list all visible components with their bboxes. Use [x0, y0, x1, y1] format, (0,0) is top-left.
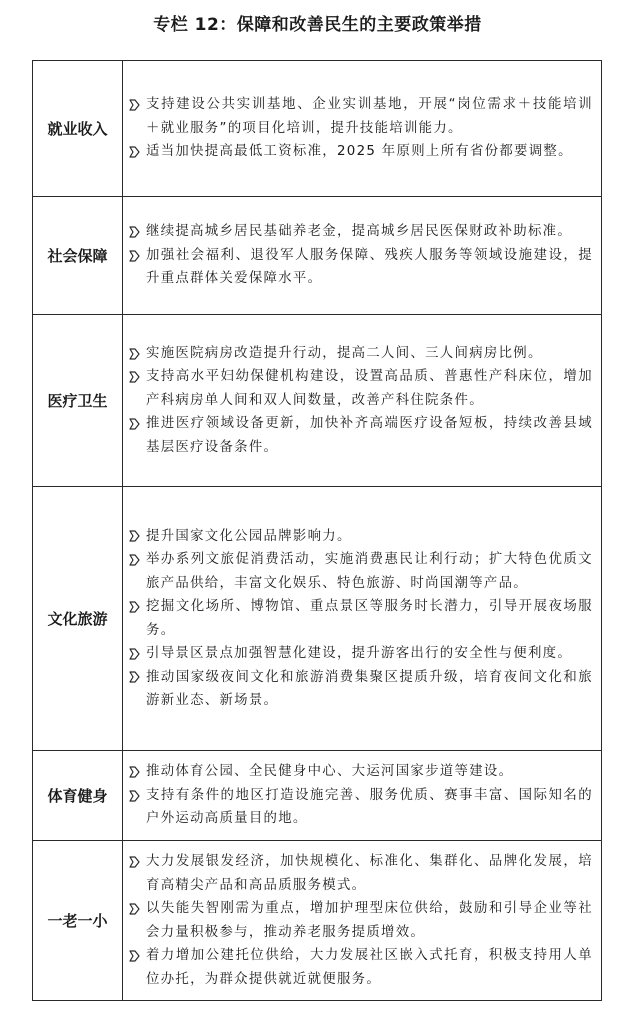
- arrow-bullet-icon: [129, 944, 146, 968]
- category-label: 文化旅游: [33, 487, 123, 751]
- section-row-healthcare: [33, 315, 602, 487]
- measure-item: [129, 784, 593, 831]
- measure-text: 适当加快提高最低工资标准，2025 年原则上所有省份都要调整。: [146, 144, 573, 160]
- arrow-bullet-icon: [129, 548, 146, 572]
- measure-item: [129, 850, 593, 897]
- measure-item: [129, 666, 593, 713]
- measure-text: 继续提高城乡居民基础养老金，提高城乡居民医保财政补助标准。: [146, 224, 573, 240]
- measure-text: 推动国家级夜间文化和旅游消费集聚区提质升级，培育夜间文化和旅游新业态、新场景。: [146, 669, 593, 708]
- arrow-bullet-icon: [129, 642, 146, 666]
- measure-item: [129, 760, 593, 784]
- measure-item: [129, 944, 593, 991]
- arrow-bullet-icon: [129, 666, 146, 690]
- arrow-bullet-icon: [129, 897, 146, 921]
- measures-cell: [123, 487, 602, 751]
- measures-cell: [123, 315, 602, 487]
- measure-text: 挖掘文化场所、博物馆、重点景区等服务时长潜力，引导开展夜场服务。: [146, 599, 593, 638]
- measure-item: [129, 642, 593, 666]
- measure-item: [129, 365, 593, 412]
- category-label: 一老一小: [33, 841, 123, 1001]
- measure-item: [129, 525, 593, 549]
- measure-text: 推进医疗领域设备更新，加快补齐高端医疗设备短板，持续改善县域基层医疗设备条件。: [146, 416, 593, 455]
- arrow-bullet-icon: [129, 525, 146, 549]
- measures-cell: [123, 197, 602, 315]
- section-row-culture-tourism: [33, 487, 602, 751]
- arrow-bullet-icon: [129, 850, 146, 874]
- measures-cell: [123, 841, 602, 1001]
- measure-text: 提升国家文化公园品牌影响力。: [146, 528, 352, 544]
- measure-text: 实施医院病房改造提升行动，提高二人间、三人间病房比例。: [146, 345, 543, 361]
- measure-text: 引导景区景点加强智慧化建设，提升游客出行的安全性与便利度。: [146, 646, 573, 661]
- section-row-sports-fitness: [33, 751, 602, 841]
- arrow-bullet-icon: [129, 365, 146, 389]
- section-row-elderly-childcare: [33, 841, 602, 1001]
- measure-item: [129, 548, 593, 595]
- arrow-bullet-icon: [129, 93, 146, 117]
- arrow-bullet-icon: [129, 760, 146, 784]
- arrow-bullet-icon: [129, 595, 146, 619]
- arrow-bullet-icon: [129, 784, 146, 808]
- measure-text: 支持高水平妇幼保健机构建设，设置高品质、普惠性产科床位，增加产科病房单人间和双人间数量，改善产科住院条件。: [146, 369, 593, 408]
- measure-item: [129, 220, 593, 244]
- section-row-social-security: [33, 197, 602, 315]
- category-label: 医疗卫生: [33, 315, 123, 487]
- measure-text: 推动体育公园、全民健身中心、大运河国家步道等建设。: [146, 764, 514, 780]
- measure-text: 大力发展银发经济，加快规模化、标准化、集群化、品牌化发展，培育高精尖产品和高品质服务模式。: [146, 854, 593, 893]
- arrow-bullet-icon: [129, 412, 146, 436]
- category-label: 就业收入: [33, 61, 123, 197]
- measures-cell: [123, 61, 602, 197]
- category-label: 社会保障: [33, 197, 123, 315]
- column-title: 专栏 12：保障和改善民生的主要政策举措: [153, 15, 482, 35]
- measure-item: [129, 412, 593, 459]
- measure-text: 以失能失智刚需为重点，增加护理型床位供给，鼓励和引导企业等社会力量积极参与，推动养老服务提质增效。: [146, 901, 593, 940]
- measure-text: 加强社会福利、退役军人服务保障、残疾人服务等领域设施建设，提升重点群体关爱保障水平。: [146, 247, 593, 287]
- measure-item: [129, 595, 593, 642]
- measures-cell: [123, 751, 602, 841]
- measure-text: 支持建设公共实训基地、企业实训基地，开展“岗位需求＋技能培训＋就业服务”的项目化培训，提升技能培训能力。: [146, 97, 593, 136]
- measure-text: 举办系列文旅促消费活动，实施消费惠民让利行动；扩大特色优质文旅产品供给，丰富文化娱乐、特色旅游、时尚国潮等产品。: [146, 552, 593, 591]
- measure-text: 支持有条件的地区打造设施完善、服务优质、赛事丰富、国际知名的户外运动高质量目的地。: [146, 787, 593, 827]
- measure-item: [129, 140, 593, 164]
- arrow-bullet-icon: [129, 342, 146, 366]
- category-label: 体育健身: [33, 751, 123, 841]
- measure-text: 着力增加公建托位供给，大力发展社区嵌入式托育，积极支持用人单位办托，为群众提供就近就便服务。: [146, 948, 593, 987]
- arrow-bullet-icon: [129, 140, 146, 164]
- measure-item: [129, 93, 593, 140]
- measure-item: [129, 244, 593, 291]
- measure-item: [129, 342, 593, 366]
- section-row-employment-income: [33, 61, 602, 197]
- policy-table: [32, 60, 602, 1001]
- arrow-bullet-icon: [129, 244, 146, 268]
- arrow-bullet-icon: [129, 220, 146, 244]
- measure-item: [129, 897, 593, 944]
